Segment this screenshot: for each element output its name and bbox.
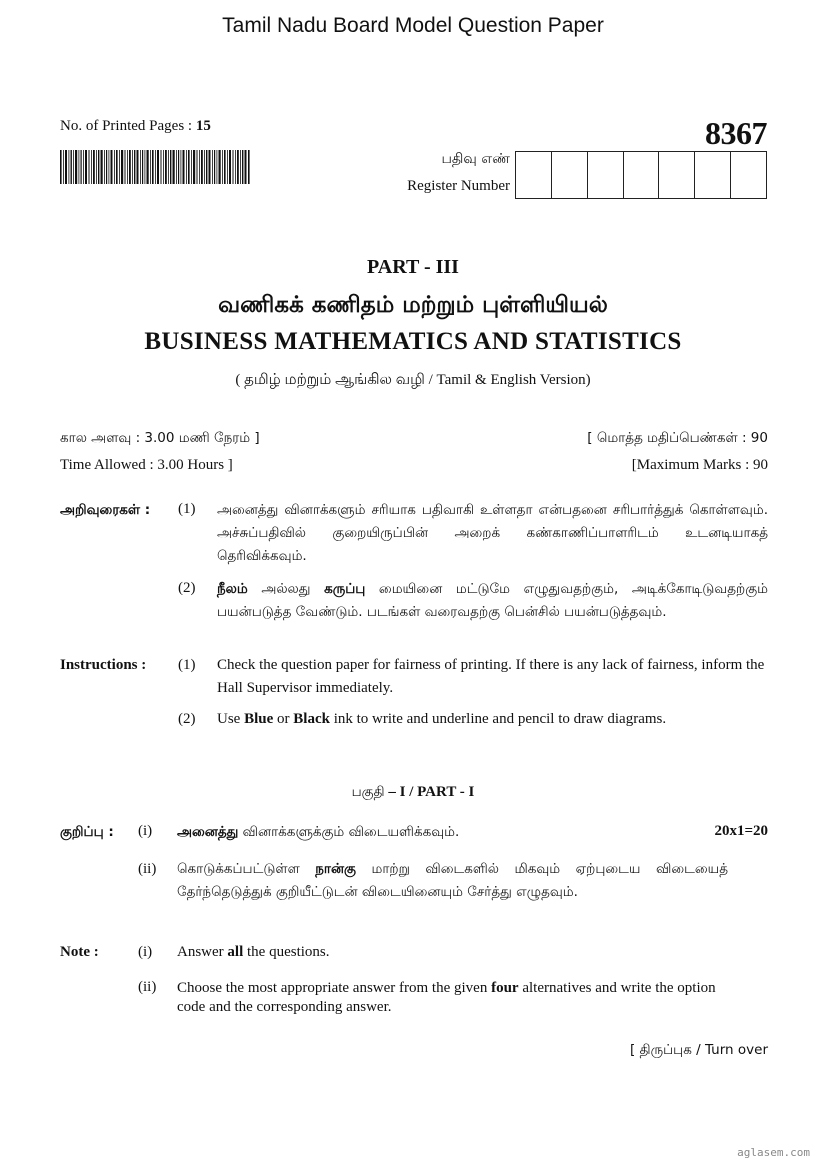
bold-term: four <box>491 980 519 996</box>
register-digit-box[interactable] <box>516 152 552 198</box>
section-heading-english: – I / PART - I <box>384 784 475 800</box>
paper-code: 8367 <box>705 115 767 151</box>
note-number: (ii) <box>138 861 157 877</box>
register-digit-box[interactable] <box>624 152 660 198</box>
subject-title-tamil: வணிகக் கணிதம் மற்றும் புள்ளியியல் <box>218 292 608 318</box>
register-number-boxes[interactable] <box>515 151 767 199</box>
version-note: ( தமிழ் மற்றும் ஆங்கில வழி / Tamil & English Version) <box>235 372 591 388</box>
instruction-number: (1) <box>178 501 196 517</box>
note-label-english: Note : <box>60 944 99 960</box>
watermark: aglasem.com <box>737 1146 810 1159</box>
instruction-text-tamil: அனைத்து வினாக்களும் சரியாக பதிவாகி உள்ளதா என்பதனை சரிபார்த்துக் கொள்ளவும். அச்சுப்பதிவில் குறையிருப்பின் அறைக் கண்காணிப்பாளரிடம் உடனடியாகத் தெரிவிக்கவும். <box>217 502 768 564</box>
instruction-number: (2) <box>178 580 196 596</box>
instructions-label-tamil: அறிவுரைகள் : <box>60 502 151 518</box>
register-digit-box[interactable] <box>695 152 731 198</box>
section-heading-tamil: பகுதி <box>351 784 385 800</box>
printed-pages-value: 15 <box>195 118 211 134</box>
time-allowed-tamil: கால அளவு : 3.00 மணி நேரம் ] <box>60 430 260 446</box>
bold-term: all <box>227 944 244 960</box>
section-heading <box>0 783 826 802</box>
site-title: Tamil Nadu Board Model Question Paper <box>222 14 604 37</box>
register-digit-box[interactable] <box>588 152 624 198</box>
note-number: (i) <box>138 823 153 839</box>
max-marks-english: [Maximum Marks : 90 <box>631 457 768 473</box>
bold-term: நீலம் <box>217 581 248 597</box>
subject-title-english: BUSINESS MATHEMATICS AND STATISTICS <box>144 328 682 355</box>
note-text-tamil: கொடுக்கப்பட்டுள்ள நான்கு மாற்று விடைகளில் மிகவும் ஏற்புடைய விடையைத் தேர்ந்தெடுத்துக் குறியீட்டுடன் விடையினையும் சேர்த்து எழுதவும். <box>177 861 728 900</box>
bold-term: அனைத்து <box>177 824 239 840</box>
instruction-number: (1) <box>178 657 196 673</box>
printed-pages <box>60 118 211 135</box>
note-text-english: Answer all the questions. <box>177 944 330 960</box>
part-title: PART - III <box>367 256 459 278</box>
register-digit-box[interactable] <box>731 152 766 198</box>
instruction-text-english: Check the question paper for fairness of printing. If there is any lack of fairness, inform the Hall Supervisor immediately. <box>217 657 765 696</box>
bold-term: Black <box>293 711 330 727</box>
register-digit-box[interactable] <box>659 152 695 198</box>
printed-pages-label: No. of Printed Pages : <box>60 118 193 134</box>
note-number: (i) <box>138 944 153 960</box>
register-label-tamil: பதிவு எண் <box>441 151 510 167</box>
time-allowed-english: Time Allowed : 3.00 Hours ] <box>60 457 233 473</box>
register-digit-box[interactable] <box>552 152 588 198</box>
bold-term: நான்கு <box>315 861 356 877</box>
max-marks-tamil: [ மொத்த மதிப்பெண்கள் : 90 <box>587 430 768 446</box>
section-marks: 20x1=20 <box>714 823 768 839</box>
instructions-label-english: Instructions : <box>60 657 147 673</box>
note-label-tamil: குறிப்பு : <box>60 824 114 840</box>
register-label-english: Register Number <box>407 178 510 194</box>
instruction-number: (2) <box>178 711 196 727</box>
instruction-text-english: Use Blue or Black ink to write and underline and pencil to draw diagrams. <box>217 711 667 727</box>
instruction-text-tamil: நீலம் அல்லது கருப்பு மையினை மட்டுமே எழுதுவதற்கும், அடிக்கோடிடுவதற்கும் பயன்படுத்த வேண்டும். படங்கள் வரைவதற்கு பென்சில் பயன்படுத்தவும். <box>217 581 768 620</box>
bold-term: Blue <box>244 711 274 727</box>
barcode-icon <box>60 150 250 184</box>
turn-over: [ திருப்புக / Turn over <box>629 1042 768 1058</box>
bold-term: கருப்பு <box>324 581 366 597</box>
note-text-tamil: அனைத்து வினாக்களுக்கும் விடையளிக்கவும். <box>177 824 460 840</box>
note-number: (ii) <box>138 979 157 995</box>
note-text-english: Choose the most appropriate answer from the given four alternatives and write the option code and the corresponding answer. <box>177 980 716 1015</box>
